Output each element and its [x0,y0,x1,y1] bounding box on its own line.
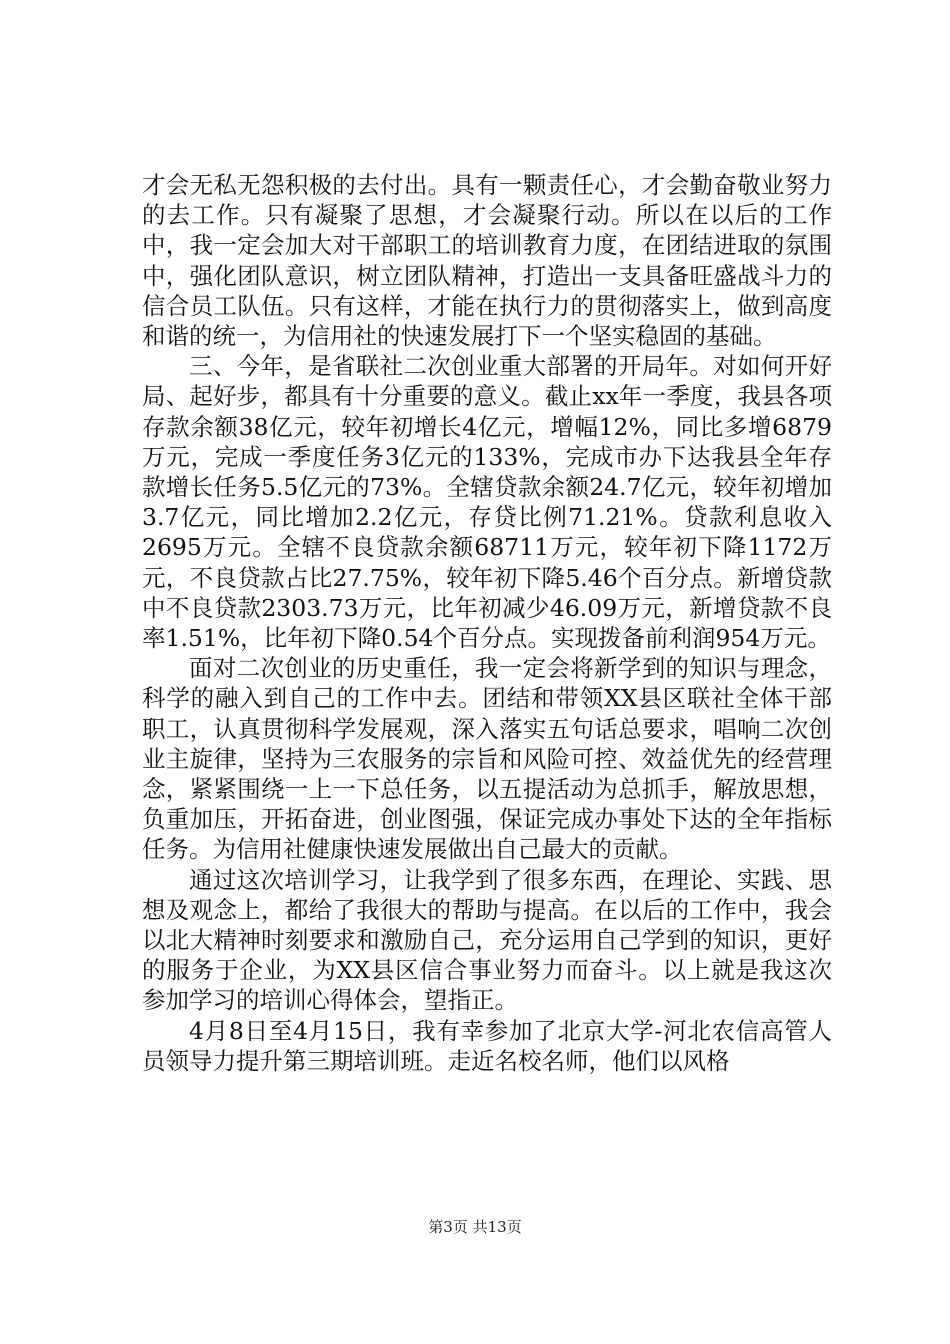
paragraph-3: 面对二次创业的历史重任，我一定会将新学到的知识与理念，科学的融入到自己的工作中去。团结和带领XX县区联社全体干部职工，认真贯彻科学发展观，深入落实五句话总要求，唱响二次创业主旋律，坚持为三农服务的宗旨和风险可控、效益优先的经营理念，紧紧围绕一上一下总任务，以五提活动为总抓手，解放思想，负重加压，开拓奋进，创业图强，保证完成办事处下达的全年指标任务。为信用社健康快速发展做出自己最大的贡献。 [142,654,832,864]
document-body [142,170,832,1076]
paragraph-1: 才会无私无怨积极的去付出。具有一颗责任心，才会勤奋敬业努力的去工作。只有凝聚了思想，才会凝聚行动。所以在以后的工作中，我一定会加大对干部职工的培训教育力度，在团结进取的氛围中，强化团队意识，树立团队精神，打造出一支具备旺盛战斗力的信合员工队伍。只有这样，才能在执行力的贯彻落实上，做到高度和谐的统一，为信用社的快速发展打下一个坚实稳固的基础。 [142,171,832,351]
page-number-footer: 第3页 共13页 [428,1218,522,1236]
paragraph-4: 通过这次培训学习，让我学到了很多东西，在理论、实践、思想及观念上，都给了我很大的帮助与提高。在以后的工作中，我会以北大精神时刻要求和激励自己，充分运用自己学到的知识，更好的服务于企业，为XX县区信合事业努力而奋斗。以上就是我这次参加学习的培训心得体会，望指正。 [142,865,832,1015]
paragraph-2: 三、今年，是省联社二次创业重大部署的开局年。对如何开好局、起好步，都具有十分重要的意义。截止xx年一季度，我县各项存款余额38亿元，较年初增长4亿元，增幅12%，同比多增6879万元，完成一季度任务3亿元的133%，完成市办下达我县全年存款增长任务5.5亿元的73%。全辖贷款余额24.7亿元，较年初增加3.7亿元，同比增加2.2亿元，存贷比例71.21%。贷款利息收入2695万元。全辖不良贷款余额68711万元，较年初下降1172万元，不良贷款占比27.75%，较年初下降5.46个百分点。新增贷款中不良贷款2303.73万元，比年初减少46.09万元，新增贷款不良率1.51%，比年初下降0.54个百分点。实现拨备前利润954万元。 [142,352,832,653]
paragraph-5: 4月8日至4月15日，我有幸参加了北京大学-河北农信高管人员领导力提升第三期培训班。走近名校名师，他们以风格 [142,1016,832,1075]
